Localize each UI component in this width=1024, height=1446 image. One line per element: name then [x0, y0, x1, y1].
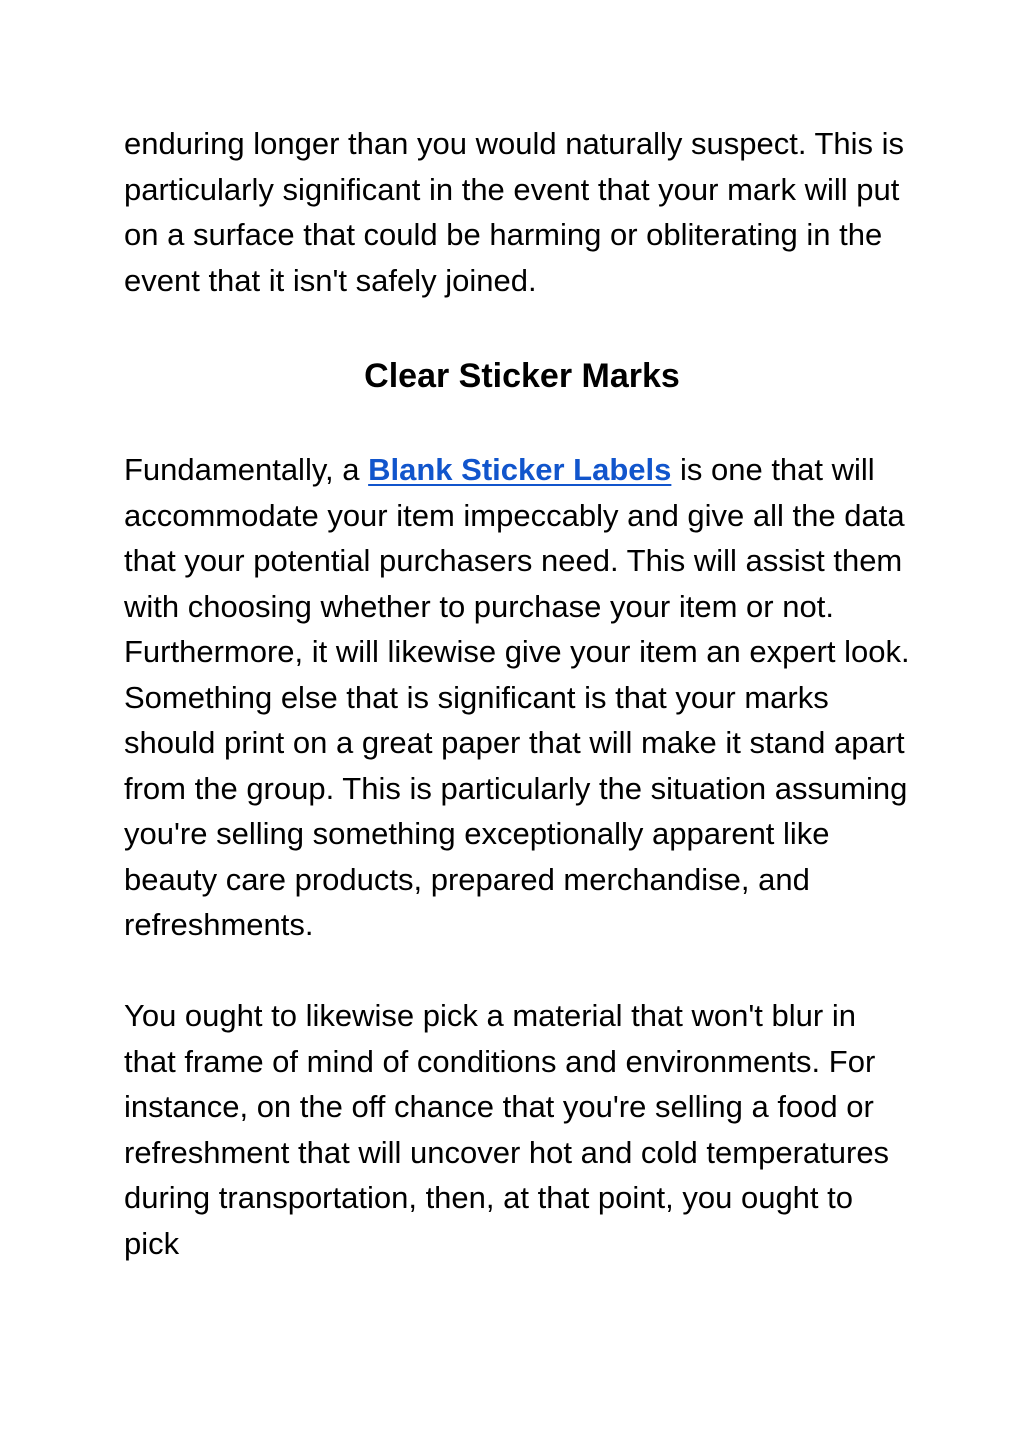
paragraph-three: You ought to likewise pick a material that won't blur in that frame of mind of conditions and environments. For instance, on the off chance that you're selling a food or refreshment that will uncover hot and cold temperatures during transportation, then, at that point, you ought to pick: [124, 998, 890, 1261]
paragraph-two: [124, 447, 914, 948]
blank-sticker-labels-link[interactable]: Blank Sticker Labels: [368, 452, 672, 487]
section-heading: Clear Sticker Marks: [364, 357, 680, 395]
paragraph-two-before-link: Fundamentally, a: [124, 452, 369, 487]
paragraph-two-after-link: is one that will accommodate your item impeccably and give all the data that your potential purchasers need. This will assist them with choosing whether to purchase your item or not. Furthermore, it will likewise give your item an expert look. Something else that is significant is that your marks should print on a great paper that will make it stand apart from the group. This is particularly the situation assuming you're selling something exceptionally apparent like beauty care products, prepared merchandise, and refreshments.: [124, 452, 910, 942]
paragraph-intro: enduring longer than you would naturally suspect. This is particularly significant in the event that your mark will put on a surface that could be harming or obliterating in the event that it isn't safely joined.: [124, 126, 905, 298]
document-body: [124, 121, 914, 1266]
